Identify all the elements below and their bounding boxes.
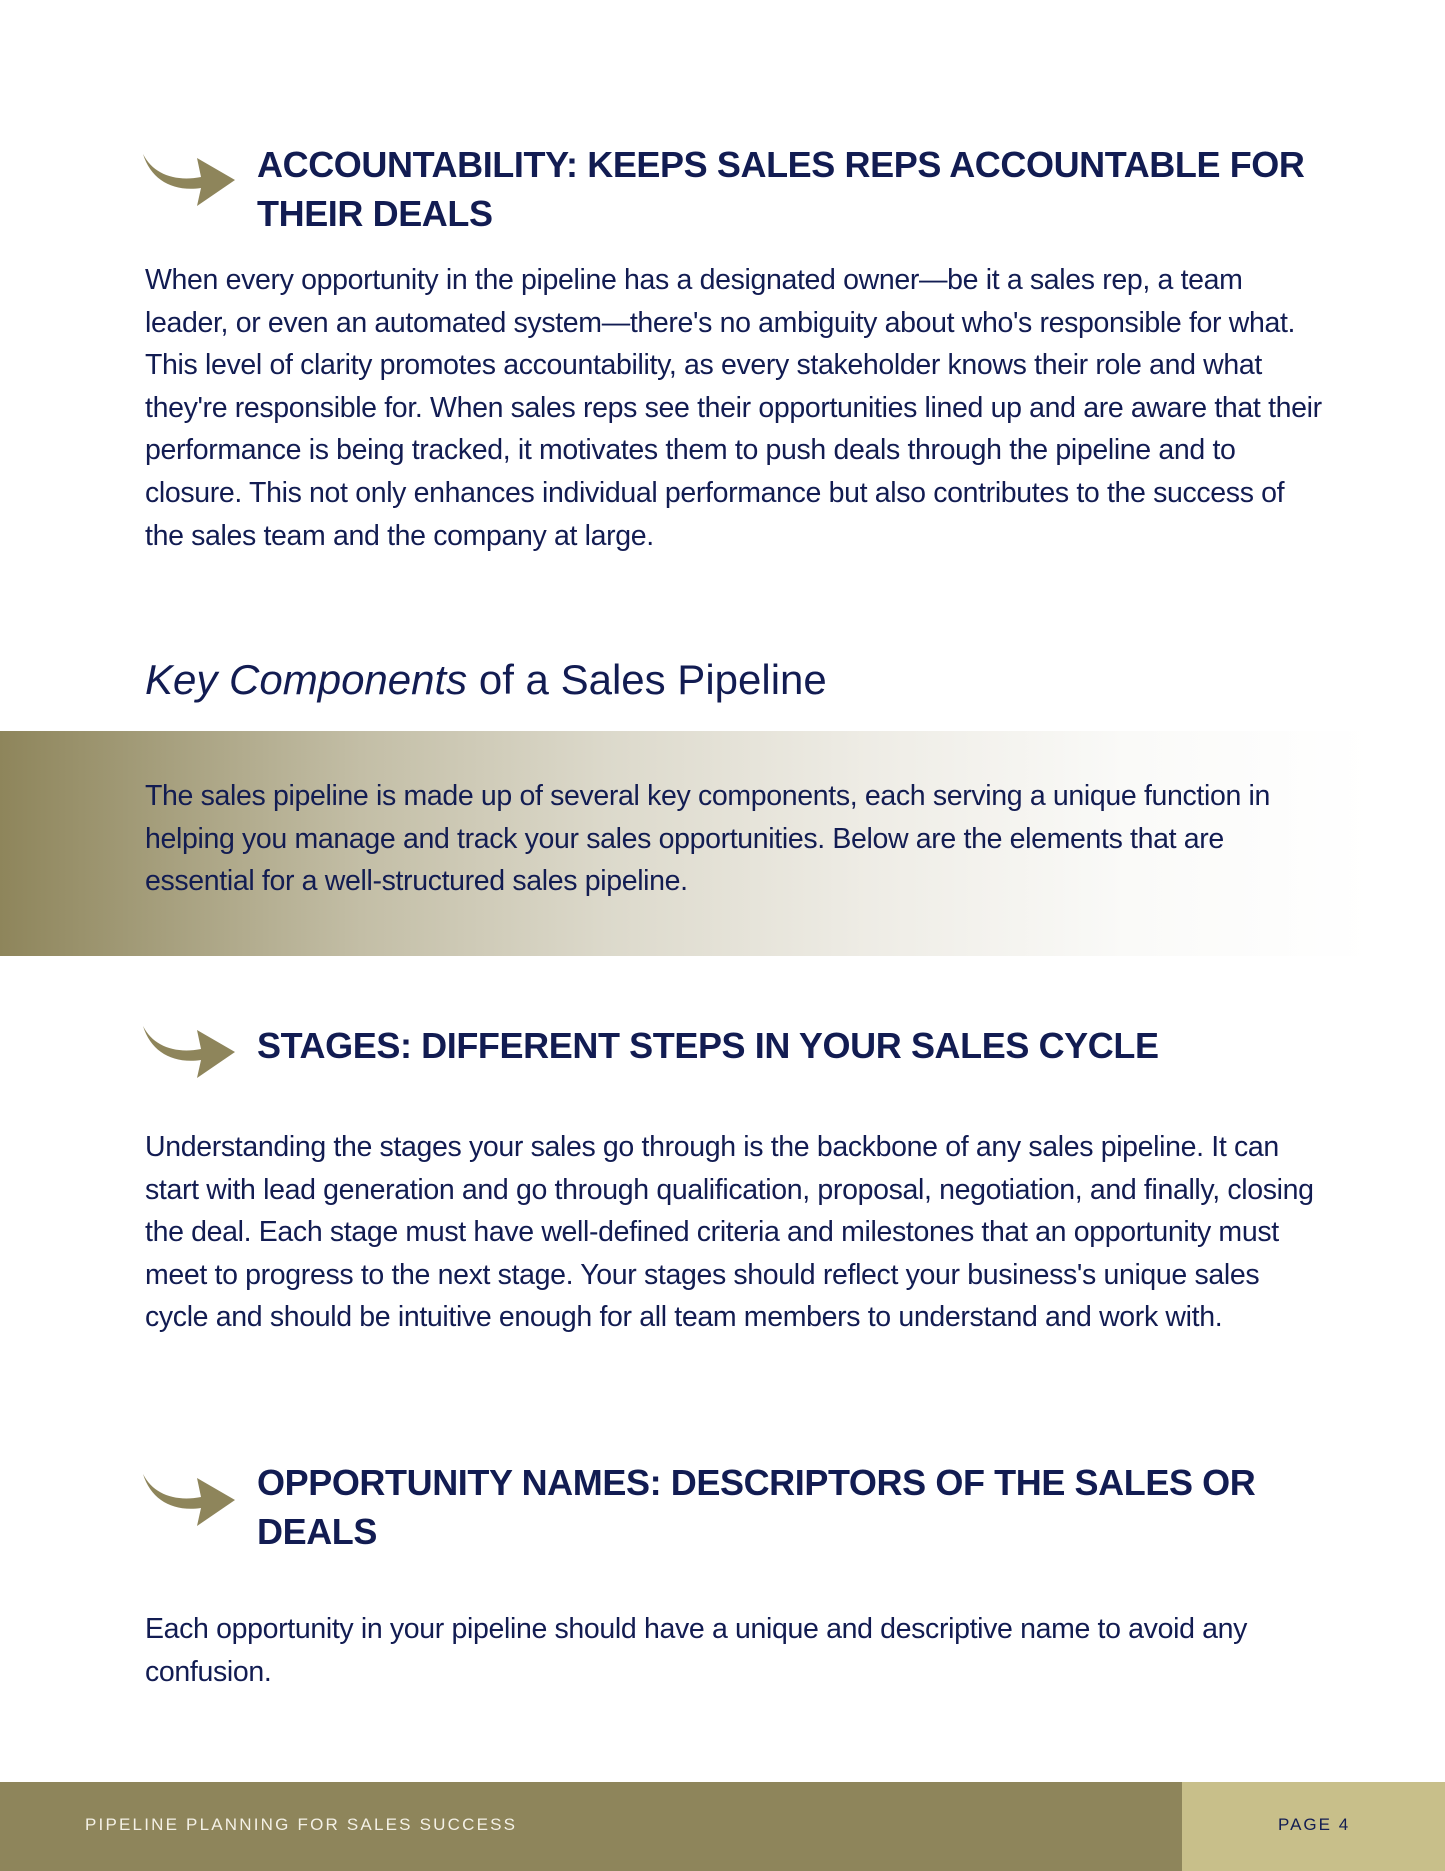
footer-document-title: PIPELINE PLANNING FOR SALES SUCCESS bbox=[85, 1815, 518, 1834]
intro-text: The sales pipeline is made up of several key components, each serving a unique function in helping you manage and track your sales opportunities. Below are the elements that are essential for a well-structured sales pipeline. bbox=[145, 780, 1271, 898]
section-body: When every opportunity in the pipeline has a designated owner—be it a sales rep, a team leader, or even an automated system—there's no ambiguity about who's responsible for what. This level of clarity promotes accountability, as every stakeholder knows their role and what they're responsible for. When sales reps see their opportunities lined up and are aware that their performance is being tracked, it motivates them to push deals through the pipeline and to closure. This not only enhances individual performance but also contributes to the success of the sales team and the company at large. bbox=[145, 264, 1322, 552]
footer-title-band bbox=[0, 1782, 1182, 1871]
footer-page-band bbox=[1182, 1782, 1445, 1871]
key-components-heading bbox=[145, 652, 827, 708]
heading-rest-part: of a Sales Pipeline bbox=[467, 656, 827, 703]
page-number: PAGE 4 bbox=[1278, 1815, 1351, 1834]
section-title: STAGES: DIFFERENT STEPS IN YOUR SALES CYCLE bbox=[257, 1025, 1159, 1066]
intro-banner bbox=[0, 731, 1445, 956]
section-title: ACCOUNTABILITY: KEEPS SALES REPS ACCOUNTABLE FOR THEIR DEALS bbox=[257, 144, 1305, 234]
heading-italic-part: Key Components bbox=[145, 656, 468, 703]
curved-arrow-icon bbox=[143, 1022, 235, 1078]
section-body: Each opportunity in your pipeline should have a unique and descriptive name to avoid any confusion. bbox=[145, 1613, 1248, 1688]
curved-arrow-icon bbox=[143, 150, 235, 206]
page-footer bbox=[0, 1782, 1445, 1871]
section-body: Understanding the stages your sales go through is the backbone of any sales pipeline. It can start with lead generation and go through qualification, proposal, negotiation, and finally, closing the deal. Each stage must have well-defined criteria and milestones that an opportunity must meet to progress to the next stage. Your stages should reflect your business's unique sales cycle and should be intuitive enough for all team members to understand and work with. bbox=[145, 1131, 1314, 1334]
section-title: OPPORTUNITY NAMES: DESCRIPTORS OF THE SALES OR DEALS bbox=[257, 1462, 1256, 1552]
curved-arrow-icon bbox=[143, 1470, 235, 1526]
